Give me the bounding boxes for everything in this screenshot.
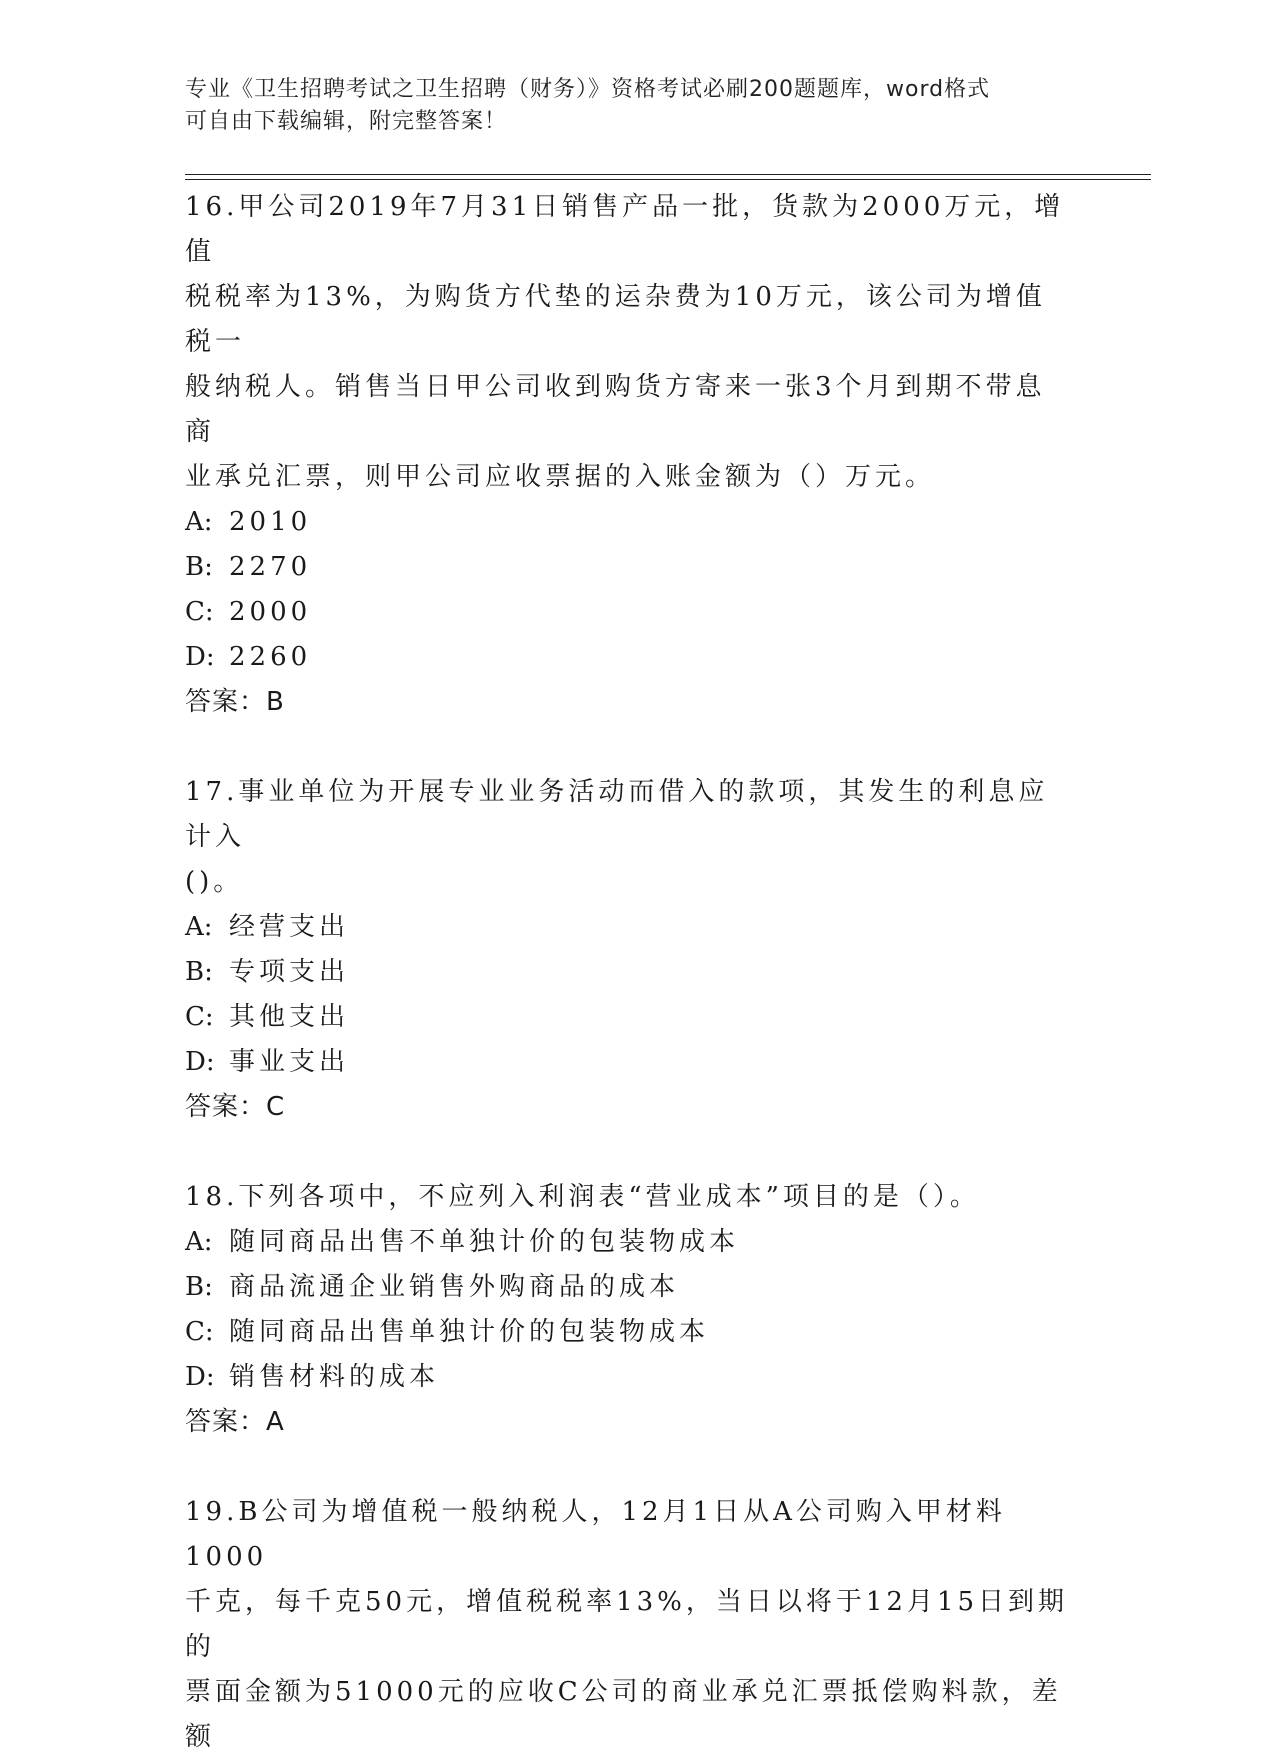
question-text-line: 17.事业单位为开展专业业务活动而借入的款项，其发生的利息应计入	[185, 777, 1049, 852]
option-b	[185, 545, 1075, 590]
question-text-line: 税税率为13%，为购货方代垫的运杂费为10万元，该公司为增值税一	[185, 282, 1046, 357]
option-b	[185, 950, 1075, 995]
option-text: 随同商品出售不单独计价的包装物成本	[229, 1227, 740, 1257]
option-a	[185, 905, 1075, 950]
spacer	[185, 725, 1075, 770]
option-letter: C:	[185, 1317, 214, 1347]
option-c	[185, 995, 1075, 1040]
question-text-line: 18.下列各项中，不应列入利润表“营业成本”项目的是（）。	[185, 1182, 980, 1212]
option-b	[185, 1265, 1075, 1310]
question-text-line: 票面金额为51000元的应收C公司的商业承兑汇票抵偿购料款，差额	[185, 1677, 1062, 1752]
option-text: 专项支出	[229, 957, 350, 987]
answer-line: 答案：A	[185, 1407, 285, 1437]
option-letter: A:	[185, 507, 213, 537]
question-18	[185, 1175, 1075, 1445]
option-a	[185, 1220, 1075, 1265]
option-text: 经营支出	[229, 912, 350, 942]
option-a	[185, 500, 1075, 545]
option-text: 2000	[229, 597, 312, 627]
option-d	[185, 635, 1075, 680]
spacer	[185, 1445, 1075, 1490]
option-letter: C:	[185, 597, 214, 627]
option-d	[185, 1040, 1075, 1085]
option-text: 其他支出	[229, 1002, 350, 1032]
question-16	[185, 185, 1075, 725]
option-text: 事业支出	[229, 1047, 350, 1077]
option-letter: D:	[185, 1362, 215, 1392]
answer-line: 答案：B	[185, 687, 285, 717]
header-double-rule	[185, 174, 1151, 180]
header-line-2: 可自由下载编辑，附完整答案！	[185, 109, 508, 134]
question-list	[185, 185, 1075, 1760]
option-d	[185, 1355, 1075, 1400]
option-c	[185, 590, 1075, 635]
question-text-line: 16.甲公司2019年7月31日销售产品一批，货款为2000万元，增值	[185, 192, 1065, 267]
answer-line: 答案：C	[185, 1092, 286, 1122]
option-letter: D:	[185, 1047, 215, 1077]
option-text: 销售材料的成本	[229, 1362, 440, 1392]
option-letter: B:	[185, 1272, 213, 1302]
header-line-1: 专业《卫生招聘考试之卫生招聘（财务）》资格考试必刷200题题库，word格式	[185, 77, 991, 102]
option-letter: A:	[185, 912, 213, 942]
option-text: 2270	[229, 552, 312, 582]
option-letter: A:	[185, 1227, 213, 1257]
option-text: 商品流通企业销售外购商品的成本	[229, 1272, 680, 1302]
option-text: 随同商品出售单独计价的包装物成本	[229, 1317, 710, 1347]
option-letter: D:	[185, 642, 215, 672]
question-17	[185, 770, 1075, 1130]
option-text: 2010	[229, 507, 312, 537]
option-letter: B:	[185, 552, 213, 582]
question-text-line: ()。	[185, 867, 244, 897]
spacer	[185, 1130, 1075, 1175]
question-text-line: 业承兑汇票，则甲公司应收票据的入账金额为（）万元。	[185, 462, 936, 492]
question-19	[185, 1490, 1075, 1760]
document-header	[185, 74, 1085, 138]
option-letter: C:	[185, 1002, 214, 1032]
option-text: 2260	[229, 642, 312, 672]
question-text-line: 19.B公司为增值税一般纳税人，12月1日从A公司购入甲材料1000	[185, 1497, 1006, 1572]
question-text-line: 千克，每千克50元，增值税税率13%，当日以将于12月15日到期的	[185, 1587, 1069, 1662]
question-text-line: 般纳税人。销售当日甲公司收到购货方寄来一张3个月到期不带息商	[185, 372, 1046, 447]
option-letter: B:	[185, 957, 213, 987]
option-c	[185, 1310, 1075, 1355]
